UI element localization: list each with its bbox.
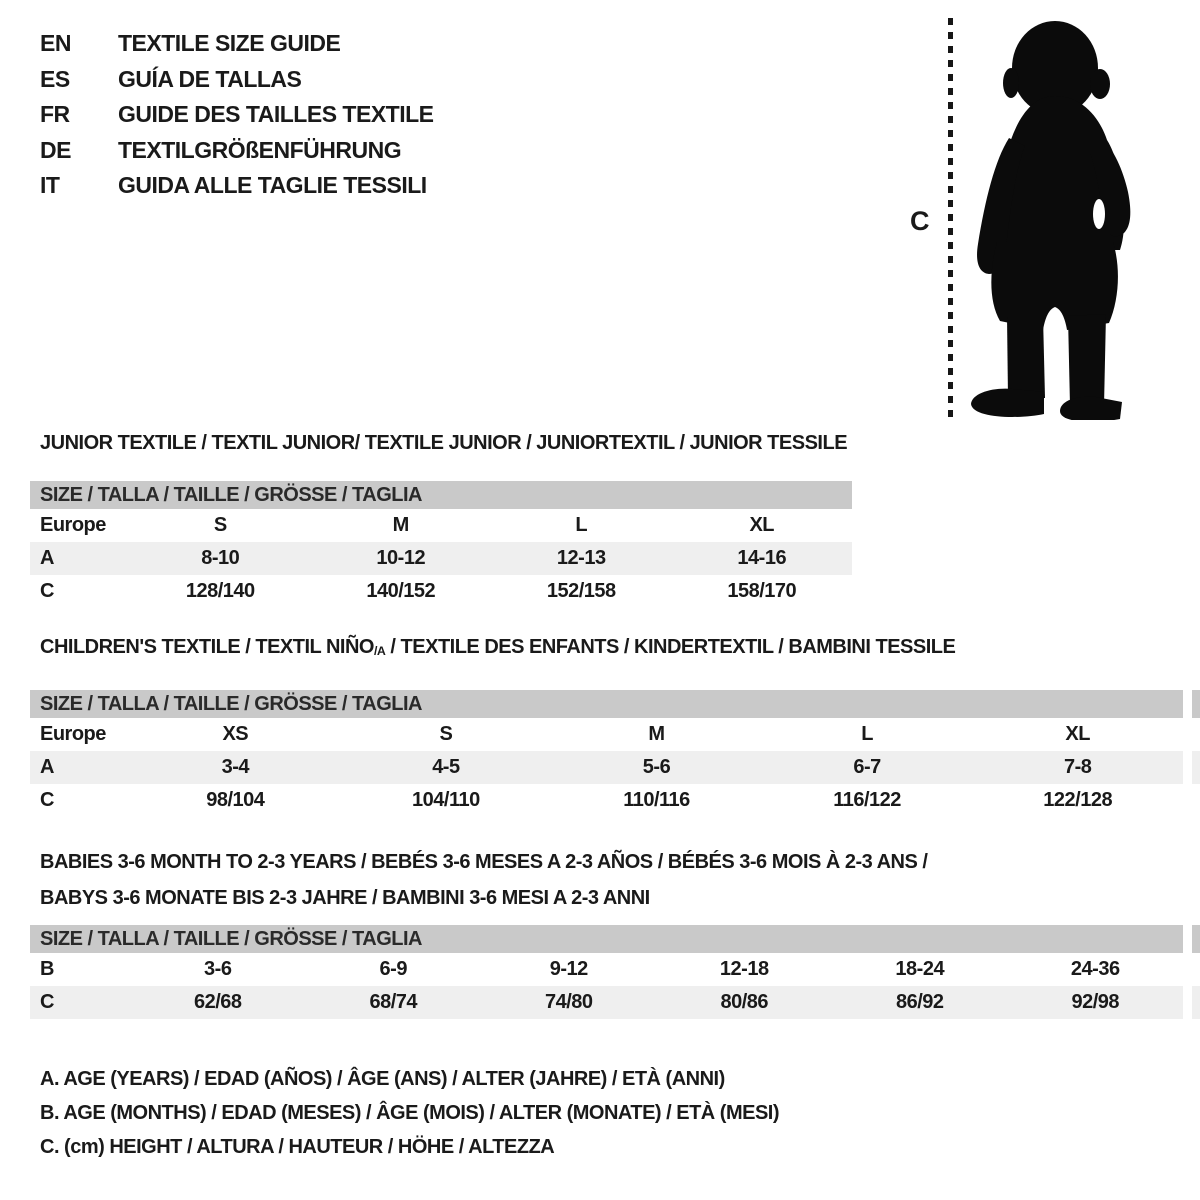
size-cell: L — [575, 514, 588, 536]
language-code: IT — [40, 172, 60, 199]
size-cell: 86/92 — [832, 986, 1008, 1019]
size-cell: XL — [1065, 723, 1090, 745]
size-cell: 122/128 — [1043, 789, 1113, 811]
size-cell: 74/80 — [481, 986, 657, 1019]
row-label: A — [30, 542, 130, 575]
junior-size-table — [30, 481, 852, 608]
size-cell: 18-24 — [895, 958, 945, 980]
language-row — [40, 26, 434, 62]
junior-section-title: JUNIOR TEXTILE / TEXTIL JUNIOR/ TEXTILE JUNIOR / JUNIORTEXTIL / JUNIOR TESSILE — [40, 432, 848, 454]
language-row — [40, 62, 434, 98]
babies-title-line-1: BABIES 3-6 MONTH TO 2-3 YEARS / BEBÉS 3-6 MESES A 2-3 AÑOS / BÉBÉS 3-6 MOIS À 2-3 ANS / — [40, 851, 928, 873]
row-label: A — [30, 751, 130, 784]
size-cell: 92/98 — [1008, 986, 1184, 1019]
language-title: GUIDE DES TAILLES TEXTILE — [118, 101, 434, 128]
language-code: EN — [40, 30, 71, 57]
size-cell: 110/116 — [623, 789, 690, 811]
babies-size-table — [30, 925, 1183, 1019]
language-title: TEXTILGRÖßENFÜHRUNG — [118, 136, 402, 163]
legend — [40, 1062, 779, 1164]
toddler-silhouette — [963, 20, 1148, 420]
table-row — [30, 575, 852, 608]
size-cell: 116/122 — [833, 789, 901, 811]
size-cell: 3-4 — [130, 751, 341, 784]
edge-bar-remnant — [1192, 925, 1200, 953]
size-cell: M — [648, 723, 665, 745]
children-size-table — [30, 690, 1183, 817]
language-code: FR — [40, 101, 70, 128]
language-title: GUIDA ALLE TAGLIE TESSILI — [118, 172, 427, 199]
size-header-bar: SIZE / TALLA / TAILLE / GRÖSSE / TAGLIA — [30, 690, 1183, 718]
language-title: GUÍA DE TALLAS — [118, 65, 302, 92]
language-row — [40, 168, 434, 204]
table-row — [30, 784, 1183, 817]
size-cell: M — [392, 514, 409, 536]
height-measure-label: C — [910, 206, 929, 236]
size-cell: 7-8 — [972, 751, 1183, 784]
language-title-list — [40, 26, 434, 204]
size-cell: 80/86 — [657, 986, 833, 1019]
size-cell: 5-6 — [551, 751, 762, 784]
size-cell: 8-10 — [130, 542, 311, 575]
edge-row-remnant — [1192, 986, 1200, 1019]
size-cell: 152/158 — [546, 580, 616, 602]
table-row — [30, 542, 852, 575]
language-row — [40, 133, 434, 169]
language-row — [40, 97, 434, 133]
size-cell: 3-6 — [204, 958, 232, 980]
height-measure-dashed-line — [948, 18, 953, 418]
size-cell: 158/170 — [727, 580, 797, 602]
row-label: B — [40, 958, 54, 980]
size-cell: 68/74 — [306, 986, 482, 1019]
babies-section-title — [40, 844, 927, 916]
size-cell: 14-16 — [672, 542, 853, 575]
size-cell: S — [439, 723, 453, 745]
table-row — [30, 751, 1183, 784]
size-cell: 104/110 — [412, 789, 480, 811]
table-row — [30, 953, 1183, 986]
size-cell: 4-5 — [341, 751, 552, 784]
children-section-title: CHILDREN'S TEXTILE / TEXTIL NIÑO/A / TEXTILE DES ENFANTS / KINDERTEXTIL / BAMBINI TESSILE — [40, 636, 956, 659]
row-label: C — [40, 789, 54, 811]
legend-line-c: C. (cm) HEIGHT / ALTURA / HAUTEUR / HÖHE / ALTEZZA — [40, 1136, 555, 1158]
size-cell: 9-12 — [549, 958, 588, 980]
size-cell: 12-18 — [719, 958, 769, 980]
size-cell: 128/140 — [185, 580, 255, 602]
size-cell: 12-13 — [491, 542, 672, 575]
babies-title-line-2: BABYS 3-6 MONATE BIS 2-3 JAHRE / BAMBINI 3-6 MESI A 2-3 ANNI — [40, 887, 650, 909]
size-header-bar: SIZE / TALLA / TAILLE / GRÖSSE / TAGLIA — [30, 481, 852, 509]
language-code: DE — [40, 136, 71, 163]
size-header-bar: SIZE / TALLA / TAILLE / GRÖSSE / TAGLIA — [30, 925, 1183, 953]
language-title: TEXTILE SIZE GUIDE — [118, 30, 341, 57]
size-cell: 6-9 — [379, 958, 407, 980]
size-cell: L — [861, 723, 873, 745]
table-row — [30, 986, 1183, 1019]
size-cell: 62/68 — [130, 986, 306, 1019]
legend-line-a: A. AGE (YEARS) / EDAD (AÑOS) / ÂGE (ANS) / ALTER (JAHRE) / ETÀ (ANNI) — [40, 1068, 725, 1090]
row-label: C — [30, 986, 130, 1019]
row-label: C — [40, 580, 54, 602]
size-cell: 24-36 — [1070, 958, 1120, 980]
size-cell: XL — [749, 514, 775, 536]
edge-bar-remnant — [1192, 690, 1200, 718]
size-cell: 98/104 — [206, 789, 265, 811]
size-cell: S — [213, 514, 227, 536]
size-cell: 140/152 — [366, 580, 436, 602]
size-cell: 6-7 — [762, 751, 973, 784]
language-code: ES — [40, 65, 70, 92]
edge-row-remnant — [1192, 751, 1200, 784]
row-label: Europe — [40, 723, 106, 745]
table-row — [30, 718, 1183, 751]
table-row — [30, 509, 852, 542]
size-cell: XS — [222, 723, 249, 745]
size-cell: 10-12 — [311, 542, 492, 575]
legend-line-b: B. AGE (MONTHS) / EDAD (MESES) / ÂGE (MOIS) / ALTER (MONATE) / ETÀ (MESI) — [40, 1102, 780, 1124]
row-label: Europe — [40, 514, 106, 536]
